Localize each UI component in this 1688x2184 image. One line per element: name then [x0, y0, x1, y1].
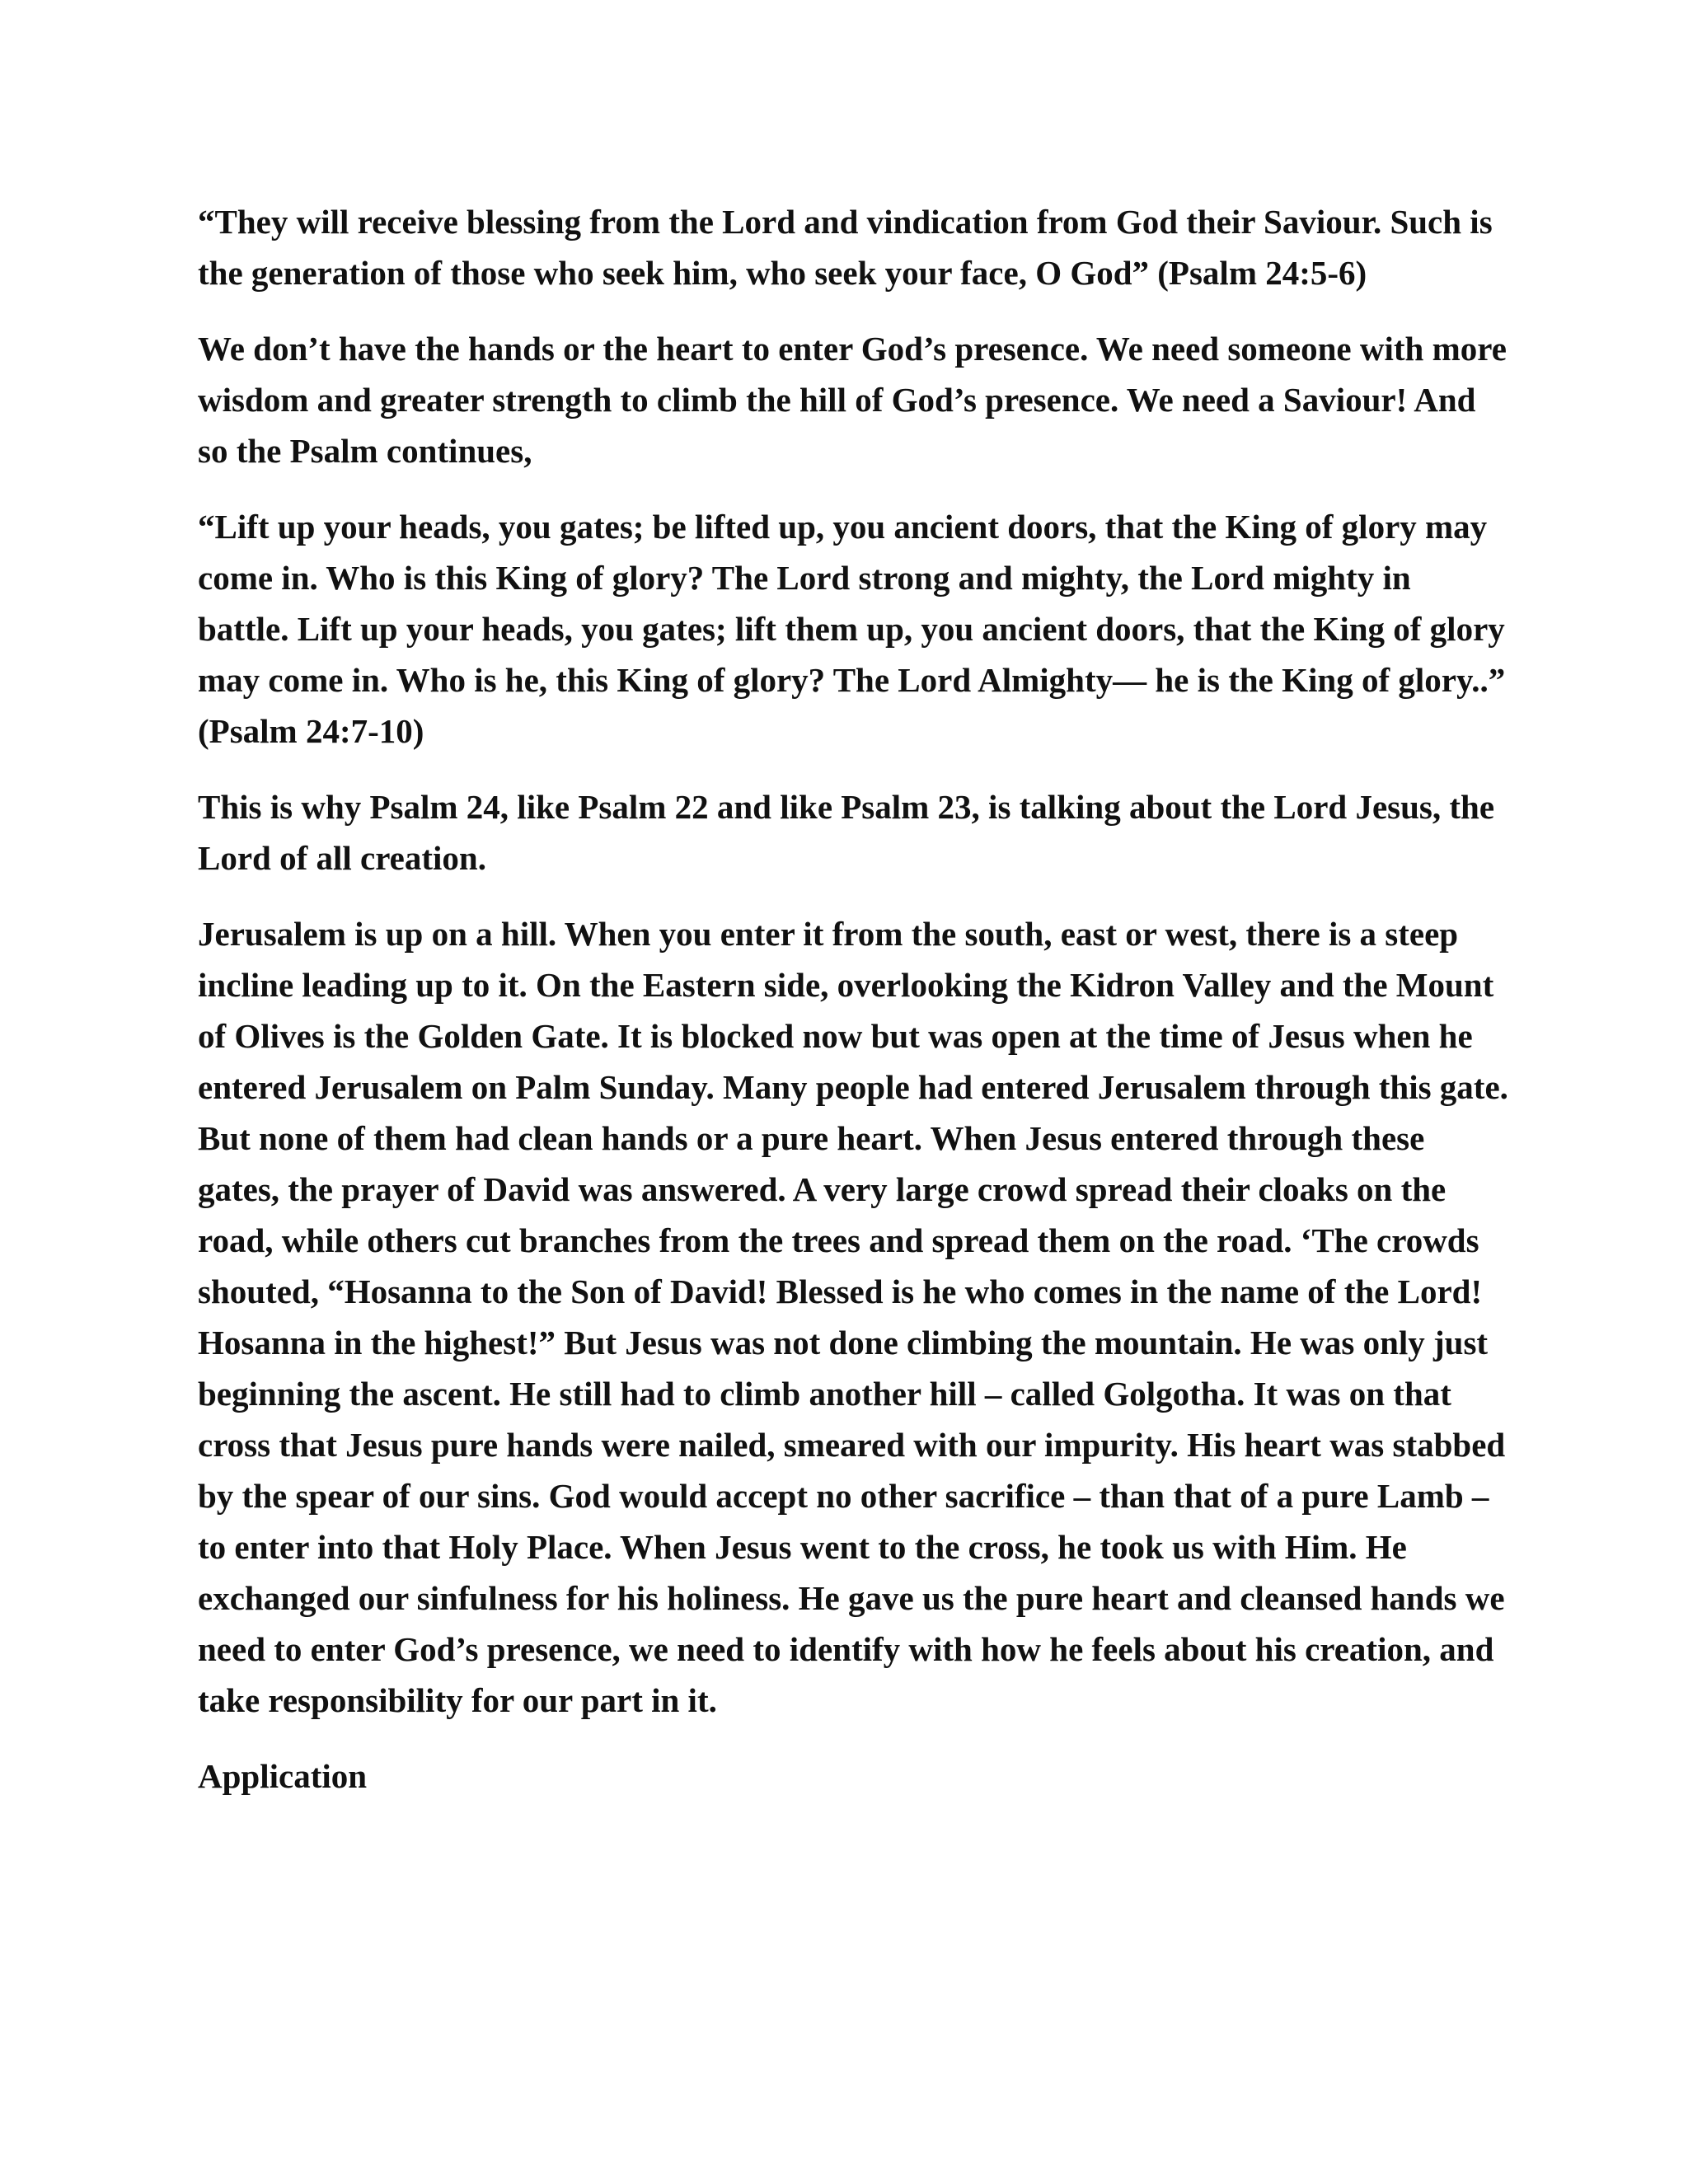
paragraph-psalm-24-7-10: “Lift up your heads, you gates; be lifted up, you ancient doors, that the King of glory may come in. Who is this King of glory? The Lord strong and mighty, the Lord mighty in battle. Lift up your heads, you gates; lift them up, you ancient doors, that the King of glory may come in. Who is he, this King of glory? The Lord Almighty— he is the King of glory..” (Psalm 24:7-10)	[198, 508, 1506, 750]
paragraph-need-saviour: We don’t have the hands or the heart to enter God’s presence. We need someone with more wisdom and greater strength to climb the hill of God’s presence. We need a Saviour! And so the Psalm continues,	[198, 330, 1507, 470]
document-page	[198, 196, 1508, 1802]
paragraph-psalm-24-5-6: “They will receive blessing from the Lord and vindication from God their Saviour. Such is the generation of those who seek him, who seek your face, O God” (Psalm 24:5-6)	[198, 203, 1493, 292]
section-heading-application: Application	[198, 1757, 368, 1795]
paragraph-lord-jesus: This is why Psalm 24, like Psalm 22 and like Psalm 23, is talking about the Lord Jesus, the Lord of all creation.	[198, 788, 1495, 877]
paragraph-jerusalem: Jerusalem is up on a hill. When you enter it from the south, east or west, there is a steep incline leading up to it. On the Eastern side, overlooking the Kidron Valley and the Mount of Olives is the Golden Gate. It is blocked now but was open at the time of Jesus when he entered Jerusalem on Palm Sunday. Many people had entered Jerusalem through this gate. But none of them had clean hands or a pure heart. When Jesus entered through these gates, the prayer of David was answered. A very large crowd spread their cloaks on the road, while others cut branches from the trees and spread them on the road. ‘The crowds shouted, “Hosanna to the Son of David! Blessed is he who comes in the name of the Lord! Hosanna in the highest!” But Jesus was not done climbing the mountain. He was only just beginning the ascent. He still had to climb another hill – called Golgotha. It was on that cross that Jesus pure hands were nailed, smeared with our impurity. His heart was stabbed by the spear of our sins. God would accept no other sacrifice – than that of a pure Lamb – to enter into that Holy Place. When Jesus went to the cross, he took us with Him. He exchanged our sinfulness for his holiness. He gave us the pure heart and cleansed hands we need to enter God’s presence, we need to identify with how he feels about his creation, and take responsibility for our part in it.	[198, 915, 1508, 1719]
